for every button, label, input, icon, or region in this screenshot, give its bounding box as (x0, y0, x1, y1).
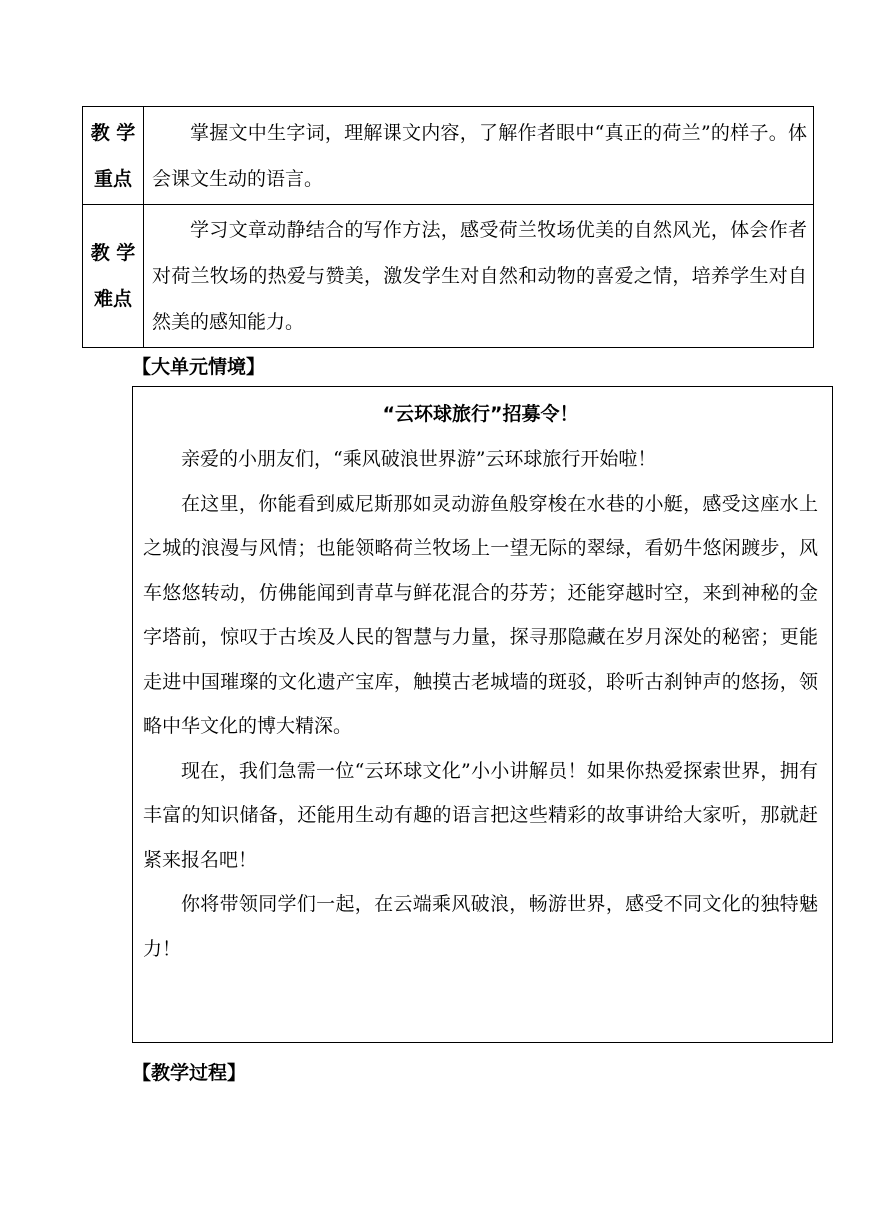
notice-paragraph: 你将带领同学们一起，在云端乘风破浪，畅游世界，感受不同文化的独特魅力！ (143, 893, 818, 960)
row-label-key-points (83, 107, 144, 205)
row-label-difficulties (83, 205, 144, 348)
label-line: 重点 (93, 167, 132, 190)
recruitment-notice-box (132, 386, 833, 1043)
notice-paragraph: 现在，我们急需一位“云环球文化”小小讲解员！如果你热爱探索世界，拥有丰富的知识储备，还能用生动有趣的语言把这些精彩的故事讲给大家听，那就赶紧来报名吧！ (143, 759, 818, 871)
label-line: 难点 (93, 288, 132, 310)
notice-title: “云环球旅行”招募令！ (382, 403, 579, 425)
label-line: 教 学 (90, 121, 136, 144)
label-line: 教 学 (90, 242, 136, 264)
notice-paragraph: 亲爱的小朋友们，“乘风破浪世界游”云环球旅行开始啦！ (181, 448, 657, 470)
key-points-text: 掌握文中生字词，理解课文内容，了解作者眼中“真正的荷兰”的样子。体会课文生动的语言。 (144, 107, 814, 205)
section-heading-unit-context: 【大单元情境】 (132, 356, 266, 378)
table-row (83, 205, 814, 348)
notice-paragraph: 在这里，你能看到威尼斯那如灵动游鱼般穿梭在水巷的小艇，感受这座水上之城的浪漫与风情；也能领略荷兰牧场上一望无际的翠绿，看奶牛悠闲踱步，风车悠悠转动，仿佛能闻到青草与鲜花混合的芬芳；还能穿越时空，来到神秘的金字塔前，惊叹于古埃及人民的智慧与力量，探寻那隐藏在岁月深处的秘密；更能走进中国璀璨的文化遗产宝库，触摸古老城墙的斑驳，聆听古刹钟声的悠扬，领略中华文化的博大精深。 (143, 492, 818, 737)
difficulties-text: 学习文章动静结合的写作方法，感受荷兰牧场优美的自然风光，体会作者对荷兰牧场的热爱与赞美，激发学生对自然和动物的喜爱之情，培养学生对自然美的感知能力。 (144, 205, 814, 348)
section-heading-teaching-process: 【教学过程】 (132, 1062, 247, 1084)
objectives-table (82, 106, 814, 348)
table-row (83, 107, 814, 205)
